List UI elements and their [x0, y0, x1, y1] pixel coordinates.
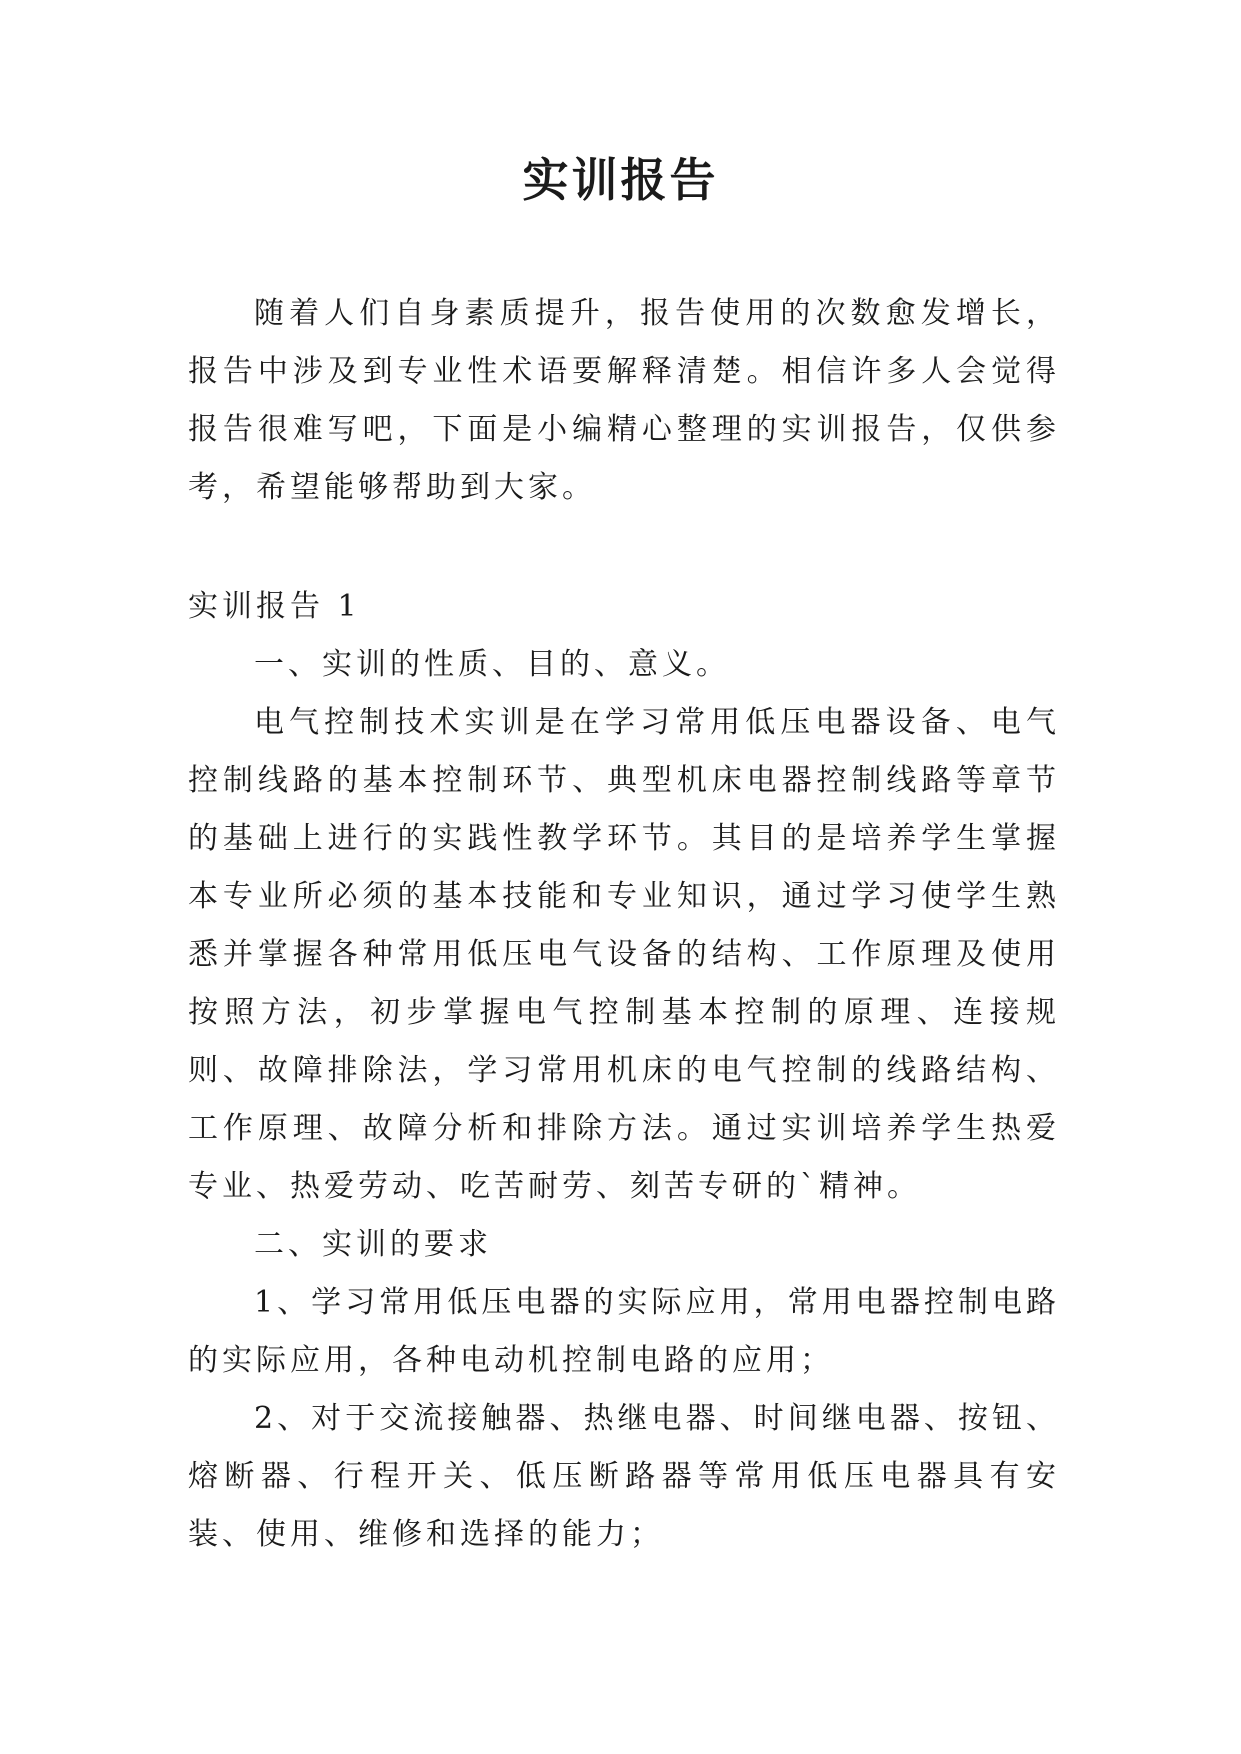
document-title: 实训报告 [522, 153, 719, 207]
section-heading: 实训报告 1 [188, 589, 361, 624]
section-subheading-2: 二、实训的要求 [254, 1227, 492, 1262]
requirement-item-1: 1、学习常用低压电器的实际应用，常用电器控制电路的实际应用，各种电动机控制电路的应用； [188, 1285, 1060, 1378]
requirement-item-2: 2、对于交流接触器、热继电器、时间继电器、按钮、熔断器、行程开关、低压断路器等常用低压电器具有安装、使用、维修和选择的能力； [188, 1401, 1060, 1552]
intro-block [188, 285, 1060, 517]
intro-paragraph: 随着人们自身素质提升，报告使用的次数愈发增长，报告中涉及到专业性术语要解释清楚。相信许多人会觉得报告很难写吧，下面是小编精心整理的实训报告，仅供参考，希望能够帮助到大家。 [188, 296, 1060, 505]
report-section [188, 578, 1060, 1564]
section-subheading-1: 一、实训的性质、目的、意义。 [254, 647, 730, 682]
body-paragraph: 电气控制技术实训是在学习常用低压电器设备、电气控制线路的基本控制环节、典型机床电器控制线路等章节的基础上进行的实践性教学环节。其目的是培养学生掌握本专业所必须的基本技能和专业知识，通过学习使学生熟悉并掌握各种常用低压电气设备的结构、工作原理及使用按照方法，初步掌握电气控制基本控制的原理、连接规则、故障排除法，学习常用机床的电气控制的线路结构、工作原理、故障分析和排除方法。通过实训培养学生热爱专业、热爱劳动、吃苦耐劳、刻苦专研的`精神。 [188, 705, 1060, 1204]
